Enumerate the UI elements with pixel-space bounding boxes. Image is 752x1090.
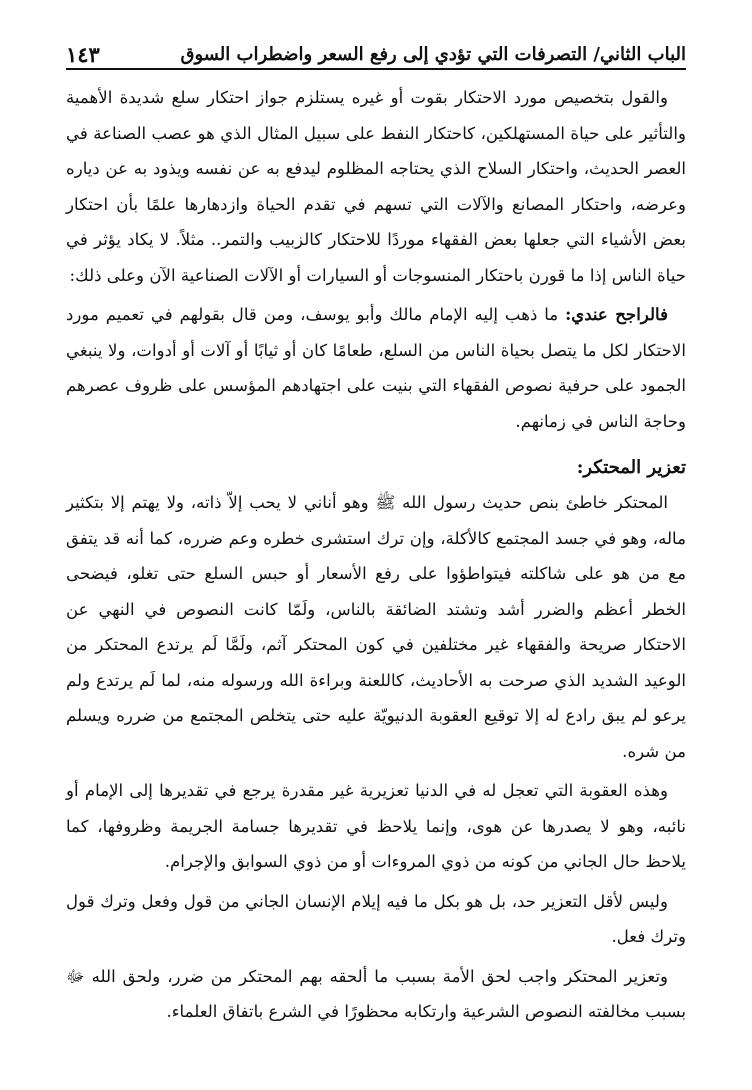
header-rule <box>66 68 686 70</box>
paragraph-3: المحتكر خاطئ بنص حديث رسول الله ﷺ وهو أناني لا يحب إلاّ ذاته، ولا يهتم إلا بتكثير ماله، وهو في جسد المجتمع كالأكلة، وإن ترك استشرى خطره وعم ضرره، كما أنه قد يتفق مع من هو على شاكلته فيتواطؤوا على رفع الأسعار أو حبس السلع حتى تغلو، فيضحى الخطر أعظم والضرر أشد وتشتد الضائقة بالناس، ولَمّا كانت النصوص في النهي عن الاحتكار صريحة والفقهاء غير مختلفين في كون المحتكر آثم، ولَمَّا لَم يرتدع المحتكر من الوعيد الشديد الذي صرحت به الأحاديث، كاللعنة وبراءة الله ورسوله منه، لما لَم يرتدع ولم يرعو لم يبق رادع له إلا توقيع العقوبة الدنيويّة عليه حتى يتخلص المجتمع من ضرره ويسلم من شره. <box>66 493 686 761</box>
section-heading: تعزير المحتكر: <box>576 457 686 478</box>
paragraph-5: وليس لأقل التعزير حد، بل هو بكل ما فيه إيلام الإنسان الجاني من قول وفعل وترك قول وترك فعل. <box>66 891 686 946</box>
chapter-title: الباب الثاني/ التصرفات التي تؤدي إلى رفع السعر واضطراب السوق <box>180 44 686 65</box>
paragraph-2 <box>66 297 686 439</box>
paragraph-2-lead: فالراجح عندي: <box>565 304 669 324</box>
running-header <box>66 36 686 70</box>
paragraph-2-text: ما ذهب إليه الإمام مالك وأبو يوسف، ومن قال بقولهم في تعميم مورد الاحتكار لكل ما يتصل بحياة الناس من السلع، طعامًا كان أو ثيابًا أو آلات أو أدوات، ولا ينبغي الجمود على حرفية نصوص الفقهاء التي بنيت على اجتهادهم المؤسس على ظروف عصرهم وحاجة الناس في زمانهم. <box>66 305 686 431</box>
paragraph-6: وتعزير المحتكر واجب لحق الأمة بسبب ما ألحقه بهم المحتكر من ضرر، ولحق الله ﷻ بسبب مخالفته النصوص الشرعية وارتكابه محظورًا في الشرع باتفاق العلماء. <box>66 966 686 1021</box>
page-number: ١٤٣ <box>66 42 100 67</box>
body-text <box>66 80 686 1030</box>
paragraph-4: وهذه العقوبة التي تعجل له في الدنيا تعزيرية غير مقدرة يرجع في تقديرها إلى الإمام أو نائبه، وهو لا يصدرها عن هوى، وإنما يلاحظ في تقديرها جسامة الجريمة وظروفها، كما يلاحظ حال الجاني من كونه من ذوي المروءات أو من ذوي السوابق والإجرام. <box>66 781 686 871</box>
paragraph-1: والقول بتخصيص مورد الاحتكار بقوت أو غيره يستلزم جواز احتكار سلع شديدة الأهمية والتأثير على حياة المستهلكين، كاحتكار النفط على سبيل المثال الذي هو عصب الصناعة في العصر الحديث، واحتكار السلاح الذي يحتاجه المظلوم ليدفع به عن نفسه ويذود به عن دياره وعرضه، واحتكار المصانع والآلات التي تسهم في تقدم الحياة وازدهارها علمًا بأن احتكار بعض الأشياء التي جعلها بعض الفقهاء موردًا للاحتكار كالزبيب والتمر.. مثلاً. لا يكاد يؤثر في حياة الناس إذا ما قورن باحتكار المنسوجات أو السيارات أو الآلات الصناعية الآن وعلى ذلك: <box>66 88 686 285</box>
